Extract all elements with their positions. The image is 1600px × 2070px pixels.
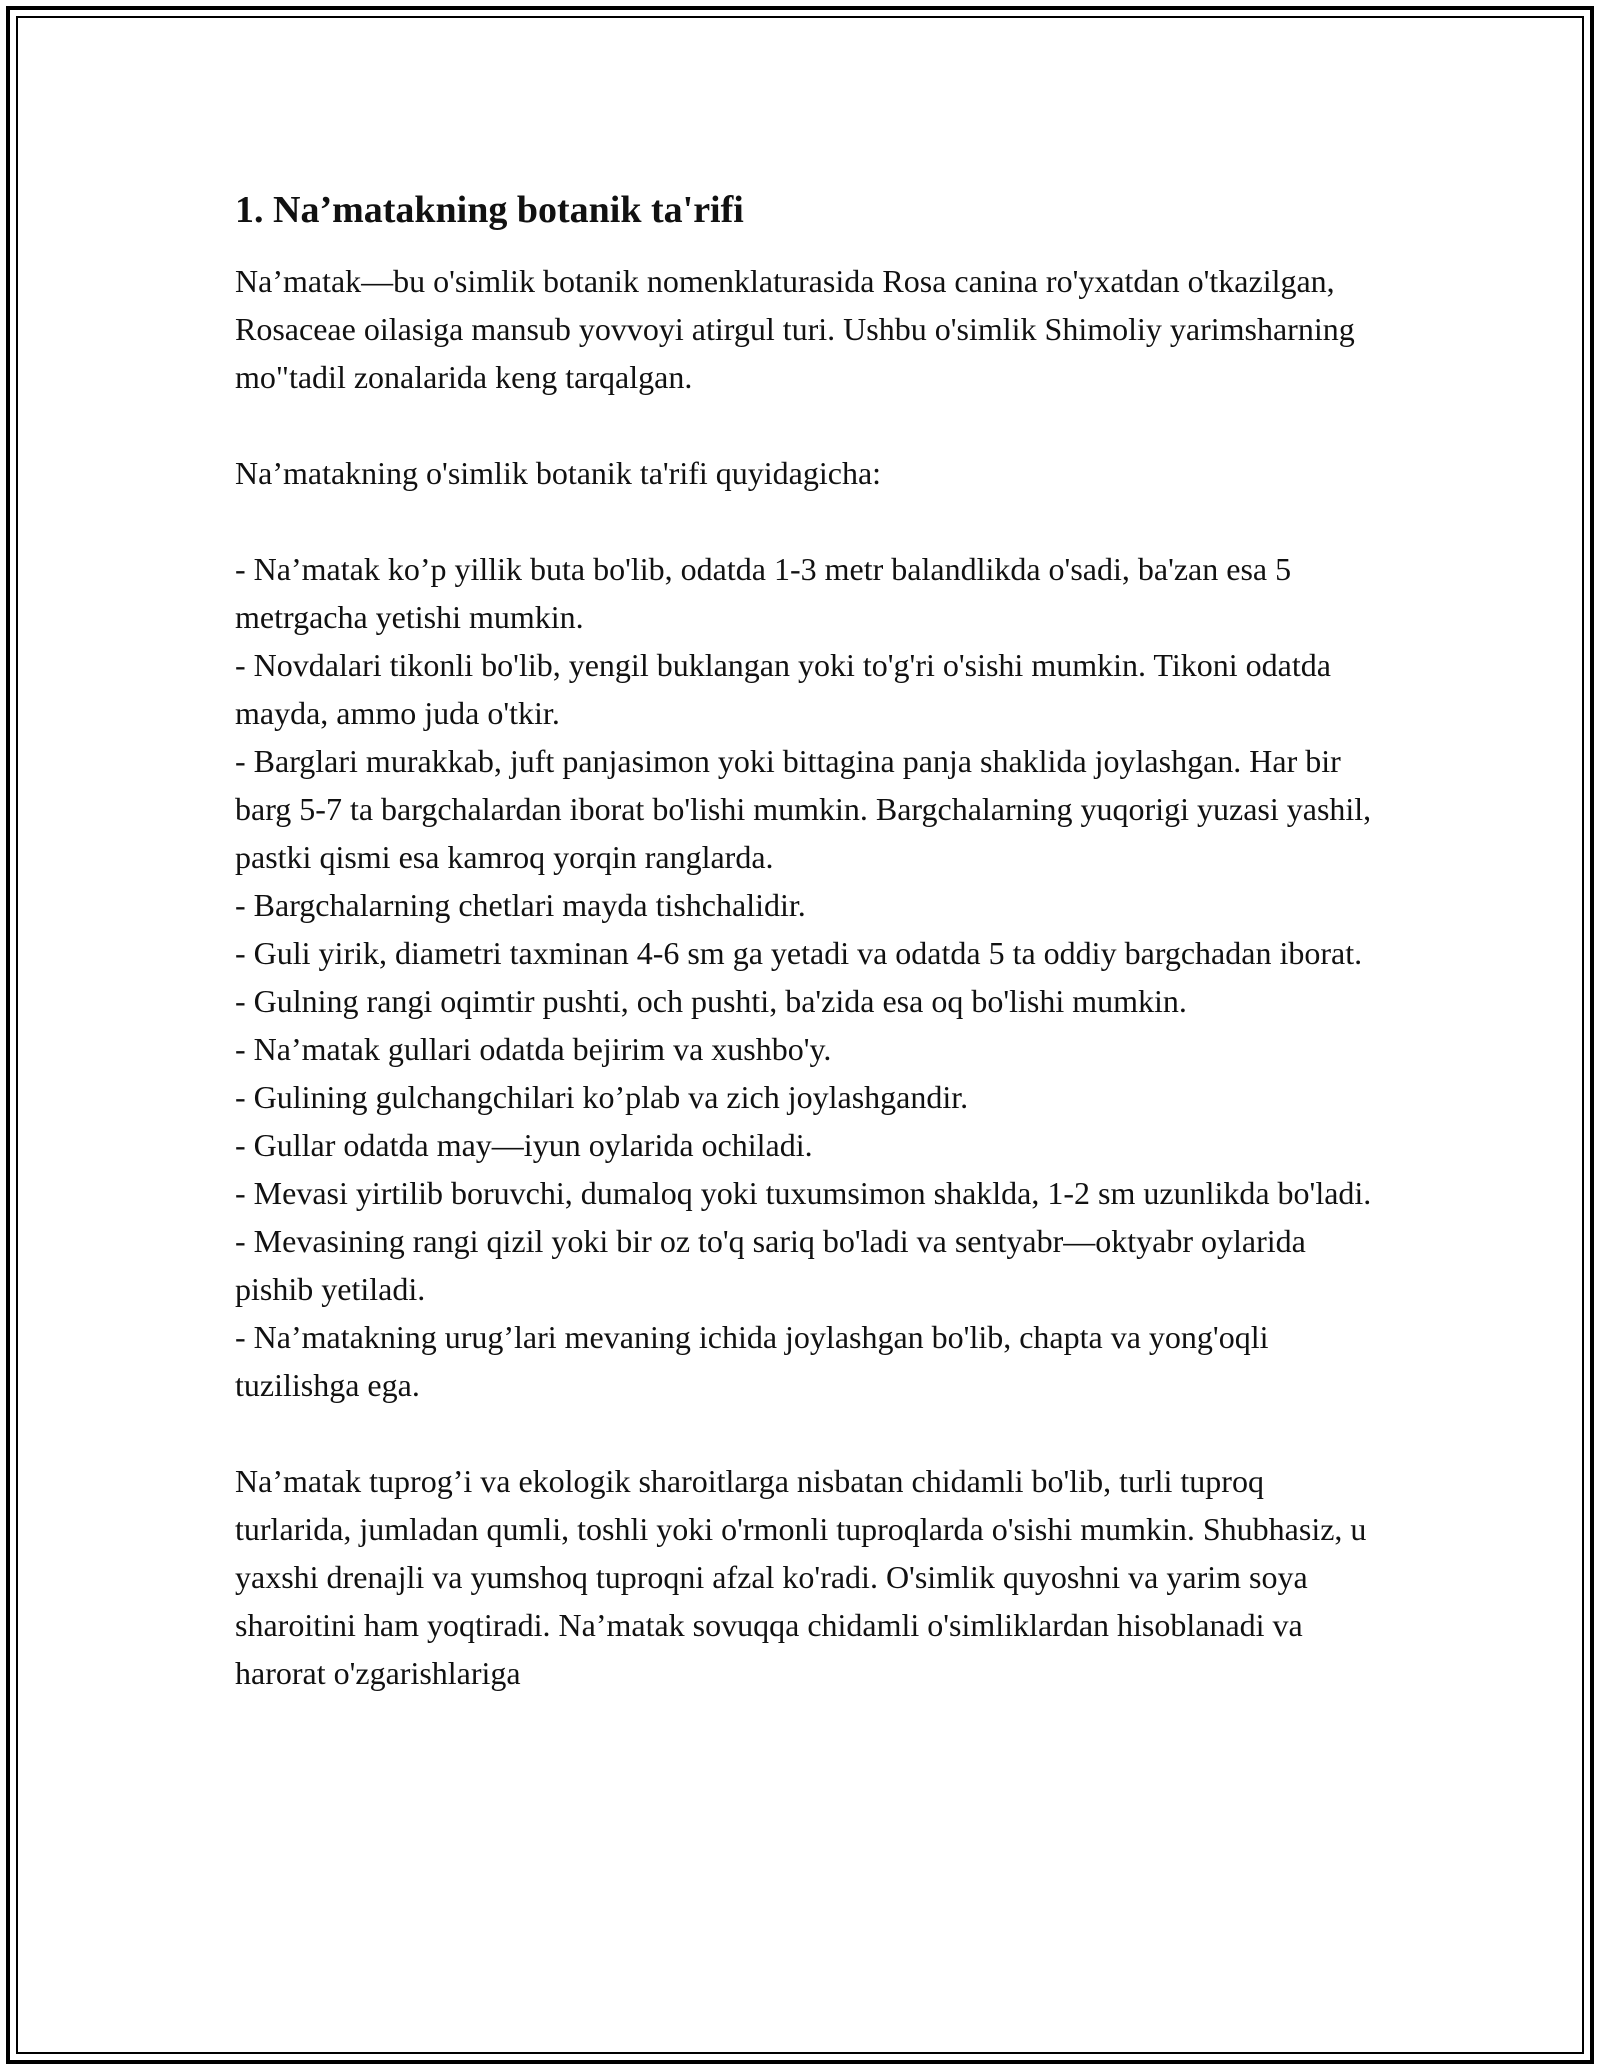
intro-paragraph: Na’matak—bu o'simlik botanik nomenklaturasida Rosa canina ro'yxatdan o'tkazilgan, Rosaceae oilasiga mansub yovvoyi atirgul turi. Ushbu o'simlik Shimoliy yarimsharning mo"tadil zonalarida keng tarqalgan. [235, 263, 1355, 395]
list-item: - Gulining gulchangchilari ko’plab va zich joylashgandir. [235, 1079, 969, 1115]
list-item: - Bargchalarning chetlari mayda tishchalidir. [235, 887, 806, 923]
closing-paragraph: Na’matak tuprog’i va ekologik sharoitlarga nisbatan chidamli bo'lib, turli tuproq turlarida, jumladan qumli, toshli yoki o'rmonli tuproqlarda o'sishi mumkin. Shubhasiz, u yaxshi drenajli va yumshoq tuproqni afzal ko'radi. O'simlik quyoshni va yarim soya sharoitini ham yoqtiradi. Na’matak sovuqqa chidamli o'simliklardan hisoblanadi va harorat o'zgarishlariga [235, 1463, 1367, 1691]
document-body [235, 186, 1385, 1697]
list-item: - Mevasi yirtilib boruvchi, dumaloq yoki tuxumsimon shaklda, 1-2 sm uzunlikda bo'ladi. [235, 1175, 1372, 1211]
list-item: - Na’matak ko’p yillik buta bo'lib, odatda 1-3 metr balandlikda o'sadi, ba'zan esa 5 metrgacha yetishi mumkin. [235, 551, 1292, 635]
list-item: - Gullar odatda may—iyun oylarida ochiladi. [235, 1127, 813, 1163]
list-item: - Barglari murakkab, juft panjasimon yoki bittagina panja shaklida joylashgan. Har bir barg 5-7 ta bargchalardan iborat bo'lishi mumkin. Bargchalarning yuqorigi yuzasi yashil, pastki qismi esa kamroq yorqin ranglarda. [235, 743, 1372, 875]
list-item: - Gulning rangi oqimtir pushti, och pushti, ba'zida esa oq bo'lishi mumkin. [235, 983, 1187, 1019]
list-item: - Mevasining rangi qizil yoki bir oz to'q sariq bo'ladi va sentyabr—oktyabr oylarida pishib yetiladi. [235, 1223, 1306, 1307]
section-heading: 1. Na’matakning botanik ta'rifi [235, 189, 744, 231]
list-item: - Novdalari tikonli bo'lib, yengil buklangan yoki to'g'ri o'sishi mumkin. Tikoni odatda mayda, ammo juda o'tkir. [235, 647, 1331, 731]
paragraph-spacer [235, 497, 1385, 545]
list-item: - Guli yirik, diametri taxminan 4-6 sm ga yetadi va odatda 5 ta oddiy bargchadan iborat. [235, 935, 1363, 971]
list-item: - Na’matak gullari odatda bejirim va xushbo'y. [235, 1031, 832, 1067]
paragraph-spacer [235, 1409, 1385, 1457]
lead-paragraph: Na’matakning o'simlik botanik ta'rifi quyidagicha: [235, 455, 882, 491]
characteristics-list [235, 545, 1385, 1409]
paragraph-spacer [235, 401, 1385, 449]
list-item: - Na’matakning urug’lari mevaning ichida joylashgan bo'lib, chapta va yong'oqli tuzilishga ega. [235, 1319, 1269, 1403]
